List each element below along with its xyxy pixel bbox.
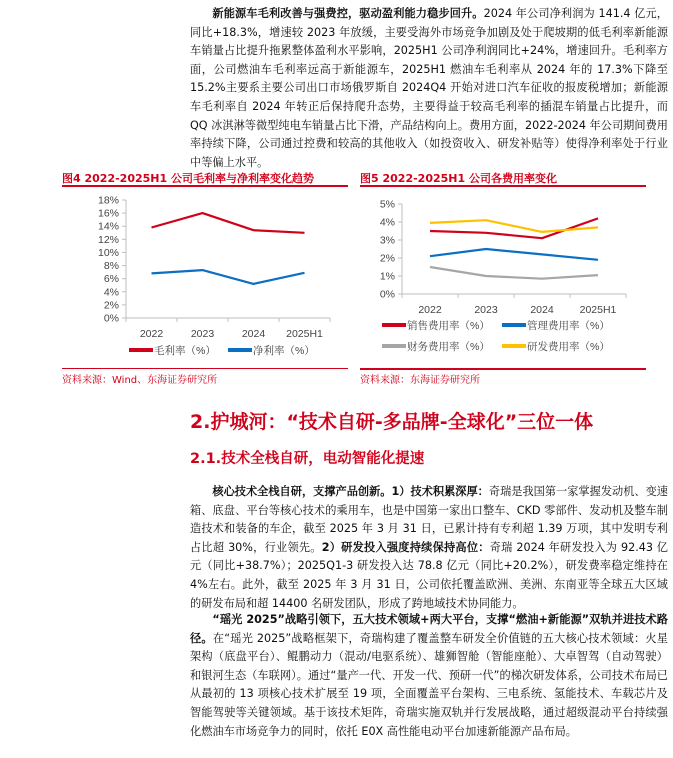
figure-4-title-rule <box>62 185 348 187</box>
legend-label: 销售费用率（%） <box>407 320 490 332</box>
x-tick-label: 2024 <box>241 328 266 340</box>
intro-body: 2024 年公司净利润为 141.4 亿元，同比+18.3%，增速较 2023 年放缓，主要受海外市场竞争加剧及处于爬坡期的低毛利率新能源车销量占比提升拖累整体盈利水平影响，2025H1 公司净利润同比+24%，增速回升。毛利率方面，公司燃油车毛利率远高于新能源车，2025H1 燃油车毛利率从 2024 年的 17.3%下降至 15.2%主要系主要公司出口市场俄罗斯自 2024Q4 开始对进口汽车征收的报废税增加；新能源车毛利率自 2024 年转正后保持爬升态势，主要得益于较高毛利率的插混车销量占比提升，而 QQ 冰淇淋等微型纯电车销量占比下滑，产品结构向上。费用方面，2022-2024 年公司期间费用率持续下降，公司通过控费和较高的其他收入（如投资收入、研发补贴等）使得净利率处于行业中等偏上水平。 <box>190 7 668 169</box>
intro-lead: 新能源车毛利改善与强费控，驱动盈利能力稳步回升。 <box>212 7 484 20</box>
legend-label: 财务费用率（%） <box>407 341 490 353</box>
series-line-0 <box>152 213 305 233</box>
series-line-1 <box>430 249 598 260</box>
legend-label: 毛利率（%） <box>154 345 216 357</box>
figure-4 <box>62 170 348 385</box>
tech-part2-label: 2）研发投入强度持续保持高位： <box>321 540 490 554</box>
y-tick-label: 2% <box>103 299 119 312</box>
y-tick-label: 0% <box>103 312 119 325</box>
figure-5-chart <box>360 192 646 372</box>
y-tick-label: 10% <box>97 246 119 259</box>
strategy-lead: “瑶光 2025”战略引领下，五大技术领域+两大平台，支撑“燃油+新能源”双轨并进技术路径。 <box>190 613 668 645</box>
section-heading: 2.护城河：“技术自研-多品牌-全球化”三位一体 <box>190 411 594 433</box>
strategy-paragraph <box>190 611 668 741</box>
legend-label: 净利率（%） <box>253 345 315 357</box>
series-line-1 <box>152 270 305 284</box>
y-tick-label: 14% <box>97 220 119 233</box>
y-tick-label: 4% <box>379 216 395 229</box>
x-tick-label: 2024 <box>530 304 554 316</box>
legend-label: 管理费用率（%） <box>527 320 610 332</box>
tech-part2: 奇瑞 2024 年研发投入为 92.43 亿元（同比+38.7%）；2025Q1-3 研发投入达 78.8 亿元（同比+20.2%），研发费率稳定维持在 4%左右。此外，截至 2025 年 3 月 31 日，公司依托覆盖欧洲、美洲、东南亚等全球五大区域的研发布局和超 14400 名研发团队，形成了跨地域技术协同能力。 <box>190 540 668 610</box>
y-tick-label: 12% <box>97 233 119 246</box>
x-tick-label: 2023 <box>190 328 215 340</box>
y-tick-label: 1% <box>379 270 395 283</box>
tech-part1-label: 1）技术积累深厚： <box>391 485 489 498</box>
subsection-heading: 2.1.技术全栈自研，电动智能化提速 <box>190 451 425 467</box>
intro-paragraph <box>190 5 668 172</box>
x-tick-label: 2023 <box>474 304 498 316</box>
x-tick-label: 2025H1 <box>286 328 323 340</box>
y-tick-label: 3% <box>379 234 395 247</box>
figure-5-source-rule <box>360 368 646 370</box>
figure-5-title-rule <box>360 185 646 187</box>
tech-part1: 奇瑞是我国第一家掌握发动机、变速箱、底盘、平台等核心技术的乘用车，也是中国第一家出口整车、CKD 零部件、发动机及整车制造技术和装备的车企，截至 2025 年 3 月 31 日，已累计持有专利超 1.39 万项，其中发明专利占比超 30%，行业领先。 <box>190 485 668 554</box>
figure-4-source: 资料来源：Wind、东海证券研究所 <box>62 375 218 386</box>
figure-5-title: 图5 2022-2025H1 公司各费用率变化 <box>360 172 557 185</box>
figure-5-source: 资料来源：东海证券研究所 <box>360 375 480 386</box>
tech-lead: 核心技术全栈自研，支撑产品创新。 <box>212 485 392 498</box>
tech-paragraph <box>190 483 668 613</box>
y-tick-label: 0% <box>379 288 395 301</box>
x-tick-label: 2025H1 <box>579 304 617 316</box>
x-tick-label: 2022 <box>418 304 442 316</box>
y-tick-label: 2% <box>379 252 395 265</box>
y-tick-label: 4% <box>103 286 119 299</box>
y-tick-label: 8% <box>103 260 119 273</box>
y-tick-label: 5% <box>379 198 395 211</box>
series-line-3 <box>430 220 598 232</box>
figure-5 <box>360 170 646 385</box>
y-tick-label: 6% <box>103 273 119 286</box>
y-tick-label: 18% <box>97 194 119 207</box>
y-tick-label: 16% <box>97 207 119 220</box>
series-line-2 <box>430 267 598 279</box>
legend-label: 研发费用率（%） <box>527 341 610 353</box>
x-tick-label: 2022 <box>139 328 164 340</box>
figure-4-title: 图4 2022-2025H1 公司毛利率与净利率变化趋势 <box>62 172 314 185</box>
figure-4-source-rule <box>62 368 348 369</box>
figure-4-chart <box>62 192 348 372</box>
strategy-body: 在“瑶光 2025”战略框架下，奇瑞构建了覆盖整车研发全价值链的五大核心技术领域：火星架构（底盘平台）、鲲鹏动力（混动/电驱系统）、雄狮智舱（智能座舱）、大卓智驾（自动驾驶）和银河生态（车联网）。通过“量产一代、开发一代、预研一代”的梯次研发体系，公司技术布局已从最初的 13 项核心技术扩展至 19 项，全面覆盖平台架构、三电系统、氢能技术、车载芯片及智能驾驶等关键领域。基于该技术矩阵，奇瑞实施双轨并行发展战略，通过超级混动平台持续强化燃油车市场竞争力的同时，依托 E0X 高性能电动平台加速新能源产品布局。 <box>190 631 668 738</box>
